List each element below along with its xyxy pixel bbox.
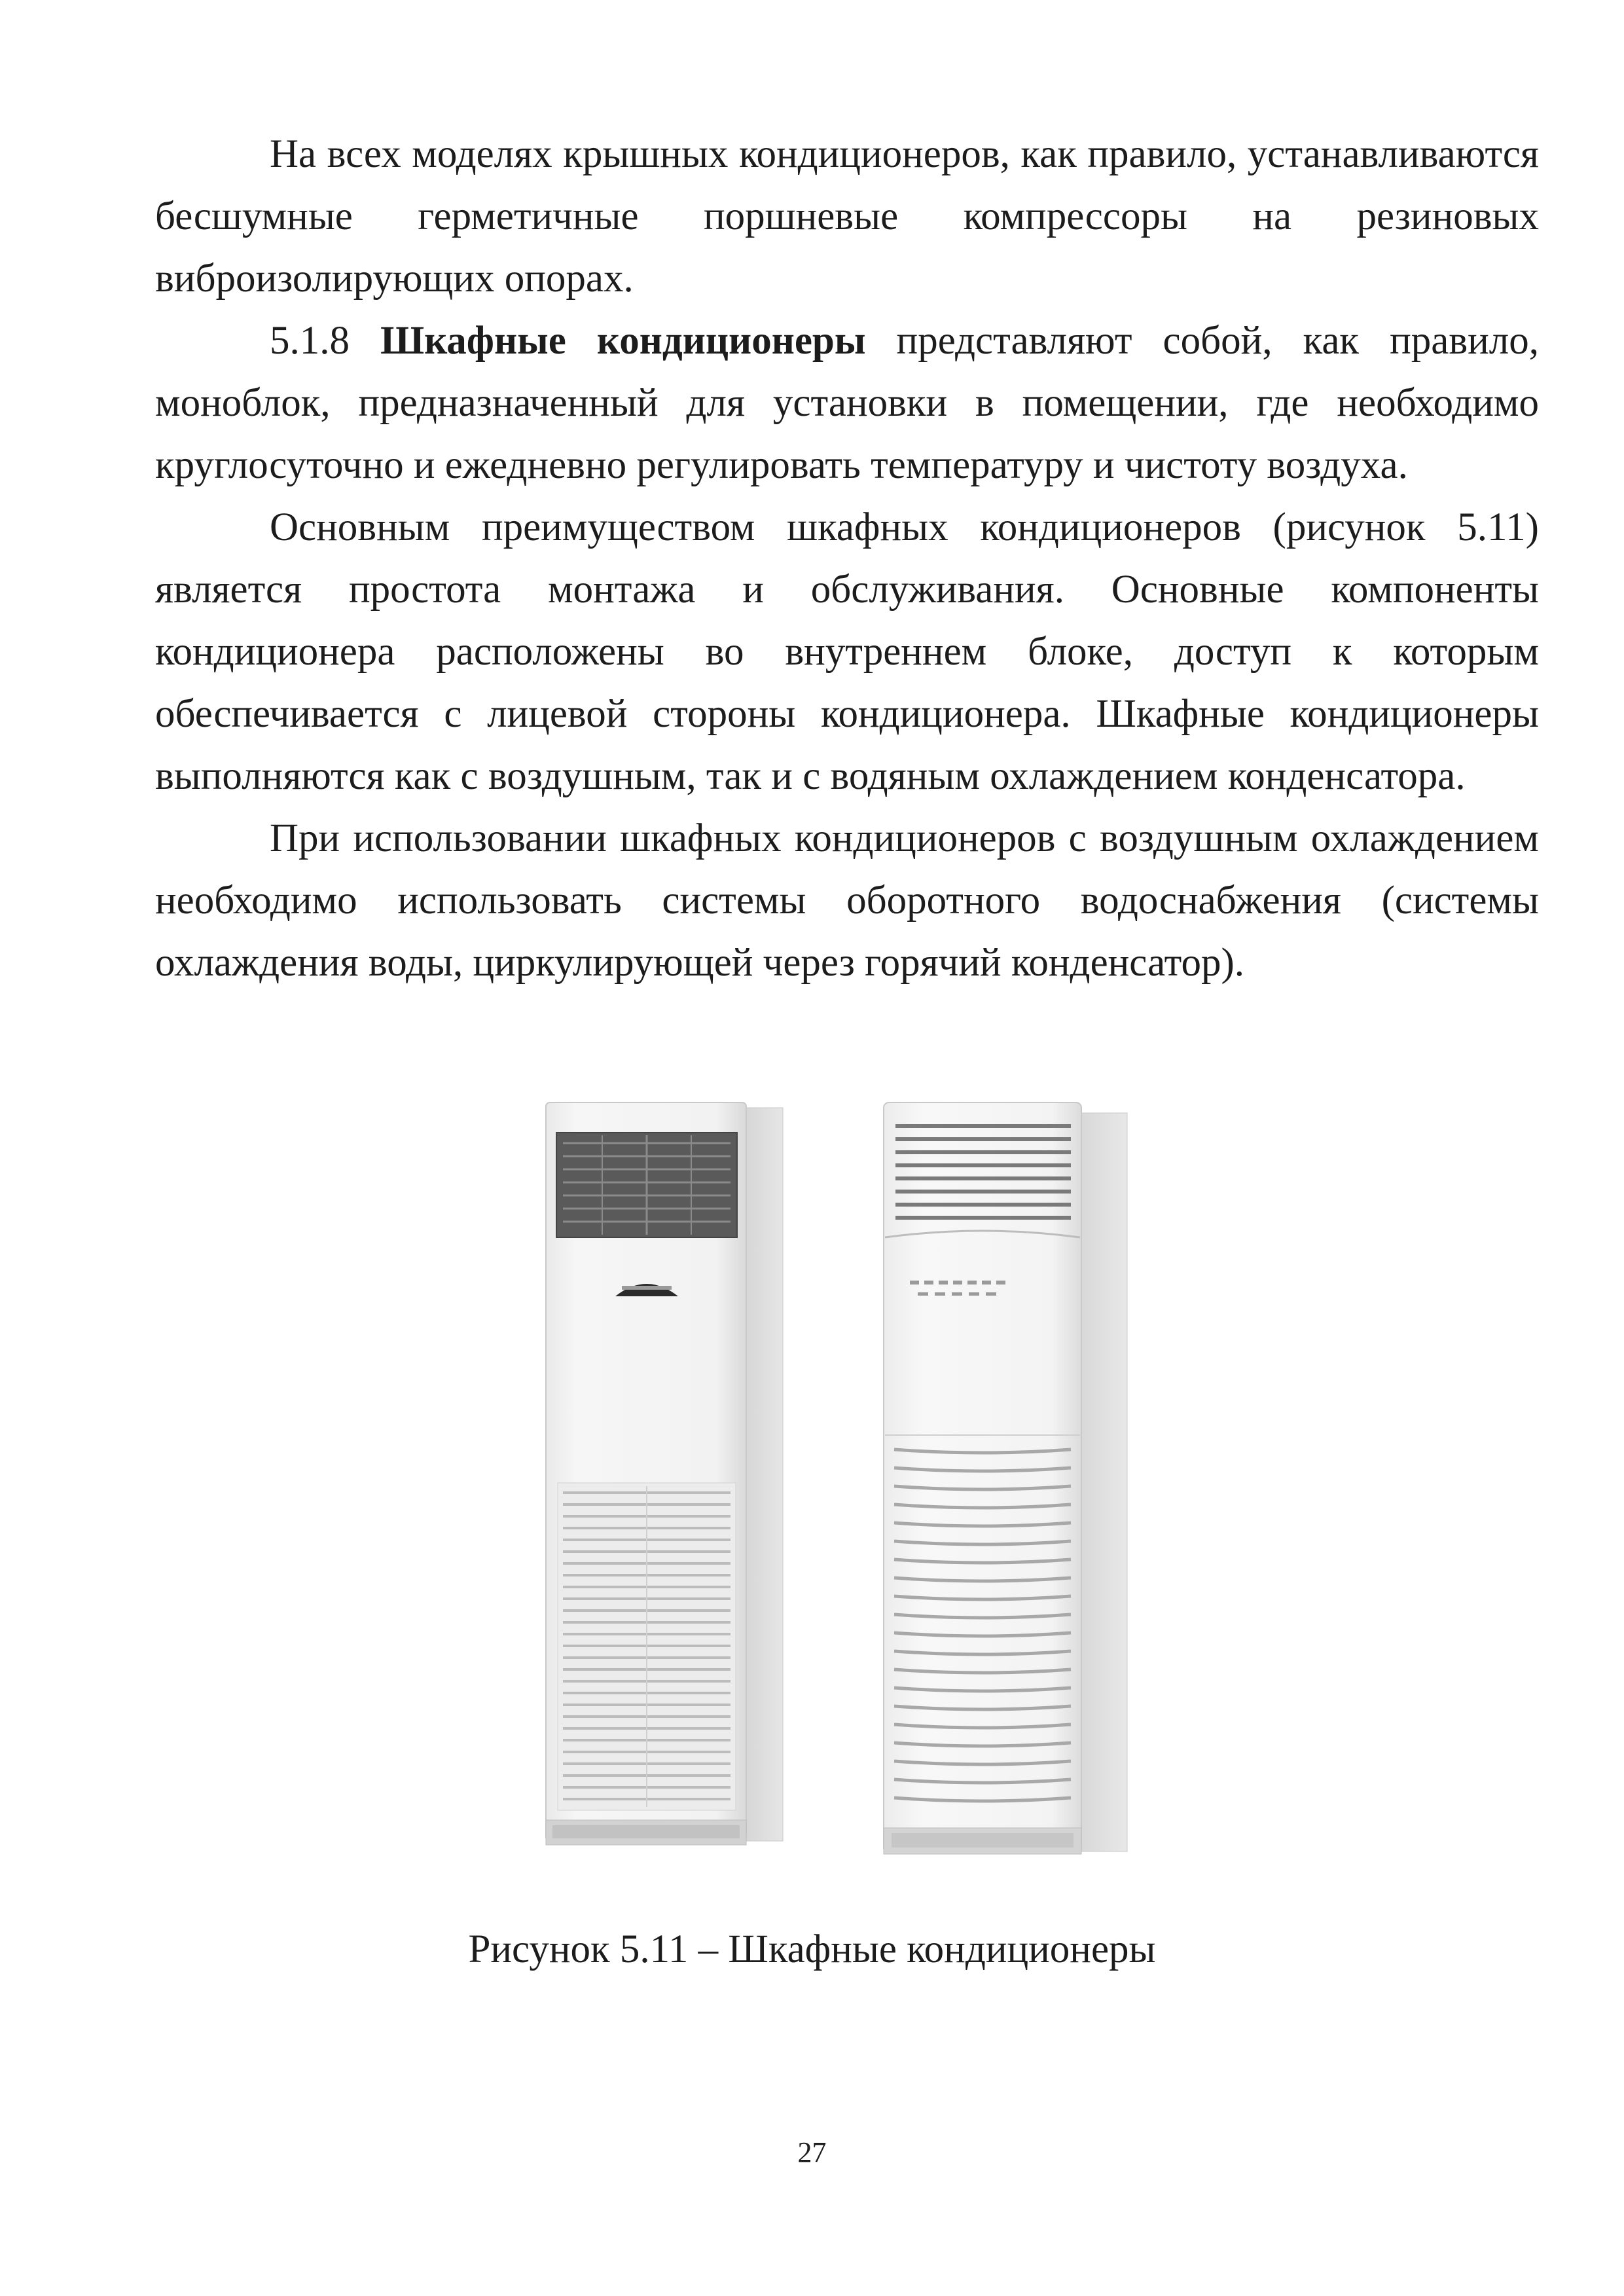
figure-cabinet-air-conditioners [537, 1100, 1139, 1866]
cabinet-ac-unit-left [537, 1100, 785, 1866]
paragraph-advantages: Основным преимуществом шкафных кондиционеров (рисунок 5.11) является простота монтажа и обслуживания. Основные компоненты кондиционера расположены во внутреннем блоке, доступ к которым обеспечивается с лицевой стороны кондиционера. Шкафные кондиционеры выполняются как с воздушным, так и с водяным охлаждением конденсатора. [155, 505, 1539, 798]
section-term: Шкафные кондиционеры [380, 319, 866, 363]
page-number: 27 [797, 2136, 827, 2168]
section-number: 5.1.8 [270, 319, 381, 363]
paragraph-rooftop-compressors: На всех моделях крышных кондиционеров, как правило, устанавливаются бесшумные герметичные поршневые компрессоры на резиновых виброизолирующих опорах. [155, 132, 1539, 301]
section-definition: представляют собой, как правило, моноблок, предназначенный для установки в помещении, где необходимо круглосуточно и ежедневно регулировать температуру и чистоту воздуха. [155, 319, 1539, 487]
body-text [155, 123, 1539, 994]
paragraph-cabinet-definition [155, 310, 1539, 496]
cabinet-ac-unit-right [877, 1100, 1139, 1866]
paragraph-water-supply: При использовании шкафных кондиционеров с воздушным охлаждением необходимо использовать системы оборотного водоснабжения (системы охлаждения воды, циркулирующей через горячий конденсатор). [155, 816, 1539, 985]
figure-caption: Рисунок 5.11 – Шкафные кондиционеры [468, 1927, 1156, 1971]
